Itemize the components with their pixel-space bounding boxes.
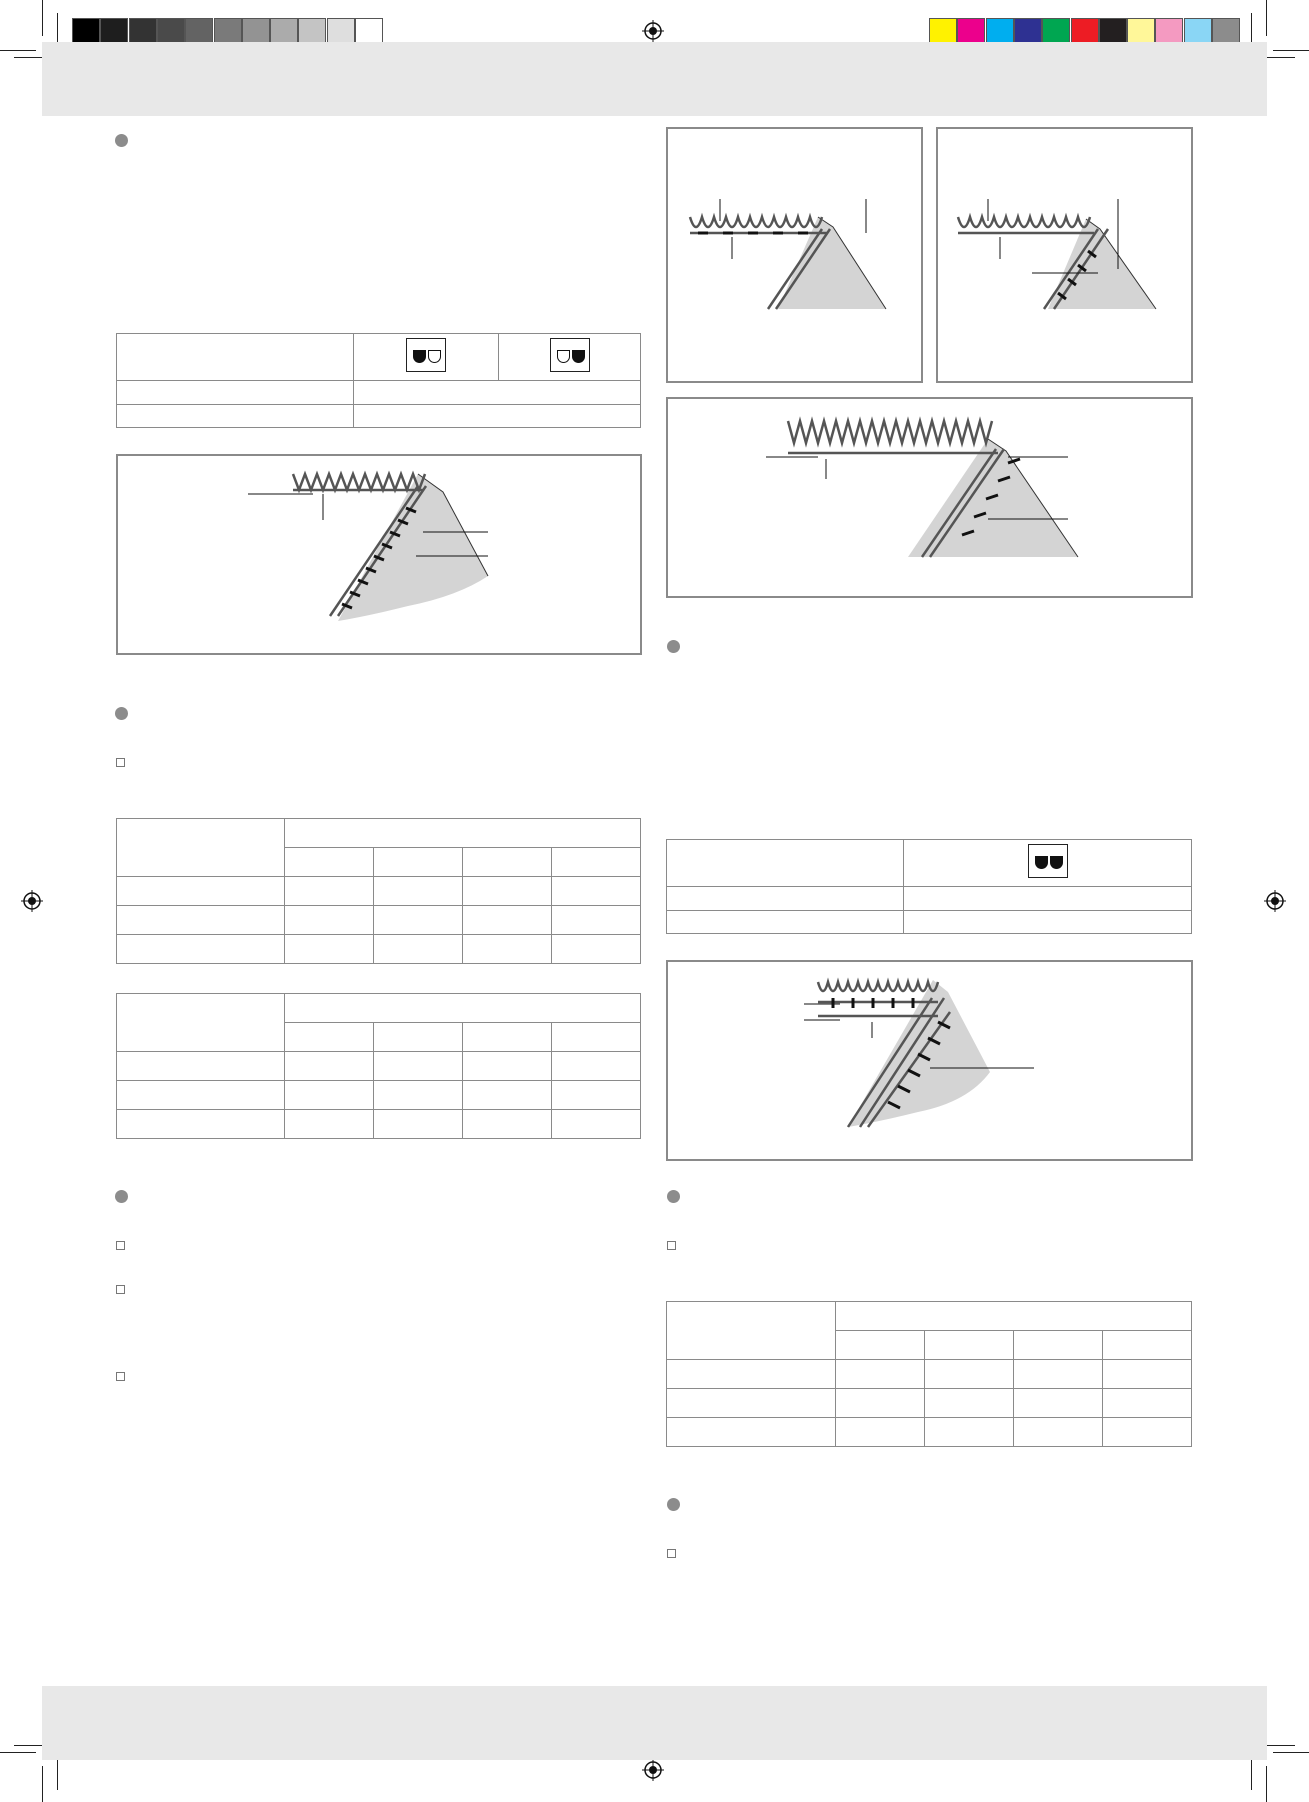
- needle-position-right-icon: [550, 338, 590, 372]
- section-bullet: [115, 134, 128, 147]
- stitch-illustration-panel: [666, 397, 1193, 598]
- checkbox-marker: [116, 758, 125, 767]
- overlock-stitch-illustration: [118, 456, 640, 653]
- section-bullet: [667, 1190, 680, 1203]
- needle-settings-table: [116, 333, 641, 428]
- overlock-stitch-illustration: [668, 399, 1191, 596]
- overlock-stitch-illustration: [668, 962, 1191, 1159]
- checkbox-marker: [116, 1241, 125, 1250]
- overlock-stitch-illustration: [938, 129, 1191, 381]
- needle-position-both-icon: [1028, 844, 1068, 878]
- stitch-illustration-panel: [666, 960, 1193, 1161]
- section-bullet: [115, 707, 128, 720]
- section-bullet: [667, 640, 680, 653]
- checkbox-marker: [116, 1285, 125, 1294]
- stitch-illustration-panel: [666, 127, 923, 383]
- registration-mark-icon: [642, 20, 664, 42]
- stitch-settings-table: [116, 993, 641, 1139]
- checkbox-marker: [667, 1241, 676, 1250]
- header-band: [42, 42, 1267, 116]
- checkbox-marker: [667, 1549, 676, 1558]
- needle-settings-table: [666, 839, 1192, 934]
- checkbox-marker: [116, 1372, 125, 1381]
- section-bullet: [667, 1498, 680, 1511]
- section-bullet: [115, 1190, 128, 1203]
- overlock-stitch-illustration: [668, 129, 921, 381]
- registration-mark-icon: [21, 890, 43, 912]
- stitch-illustration-panel: [936, 127, 1193, 383]
- needle-position-left-icon: [406, 338, 446, 372]
- registration-mark-icon: [1264, 890, 1286, 912]
- footer-band: [42, 1686, 1267, 1760]
- stitch-illustration-panel: [116, 454, 642, 655]
- stitch-settings-table: [116, 818, 641, 964]
- stitch-settings-table: [666, 1301, 1192, 1447]
- registration-mark-icon: [642, 1759, 664, 1781]
